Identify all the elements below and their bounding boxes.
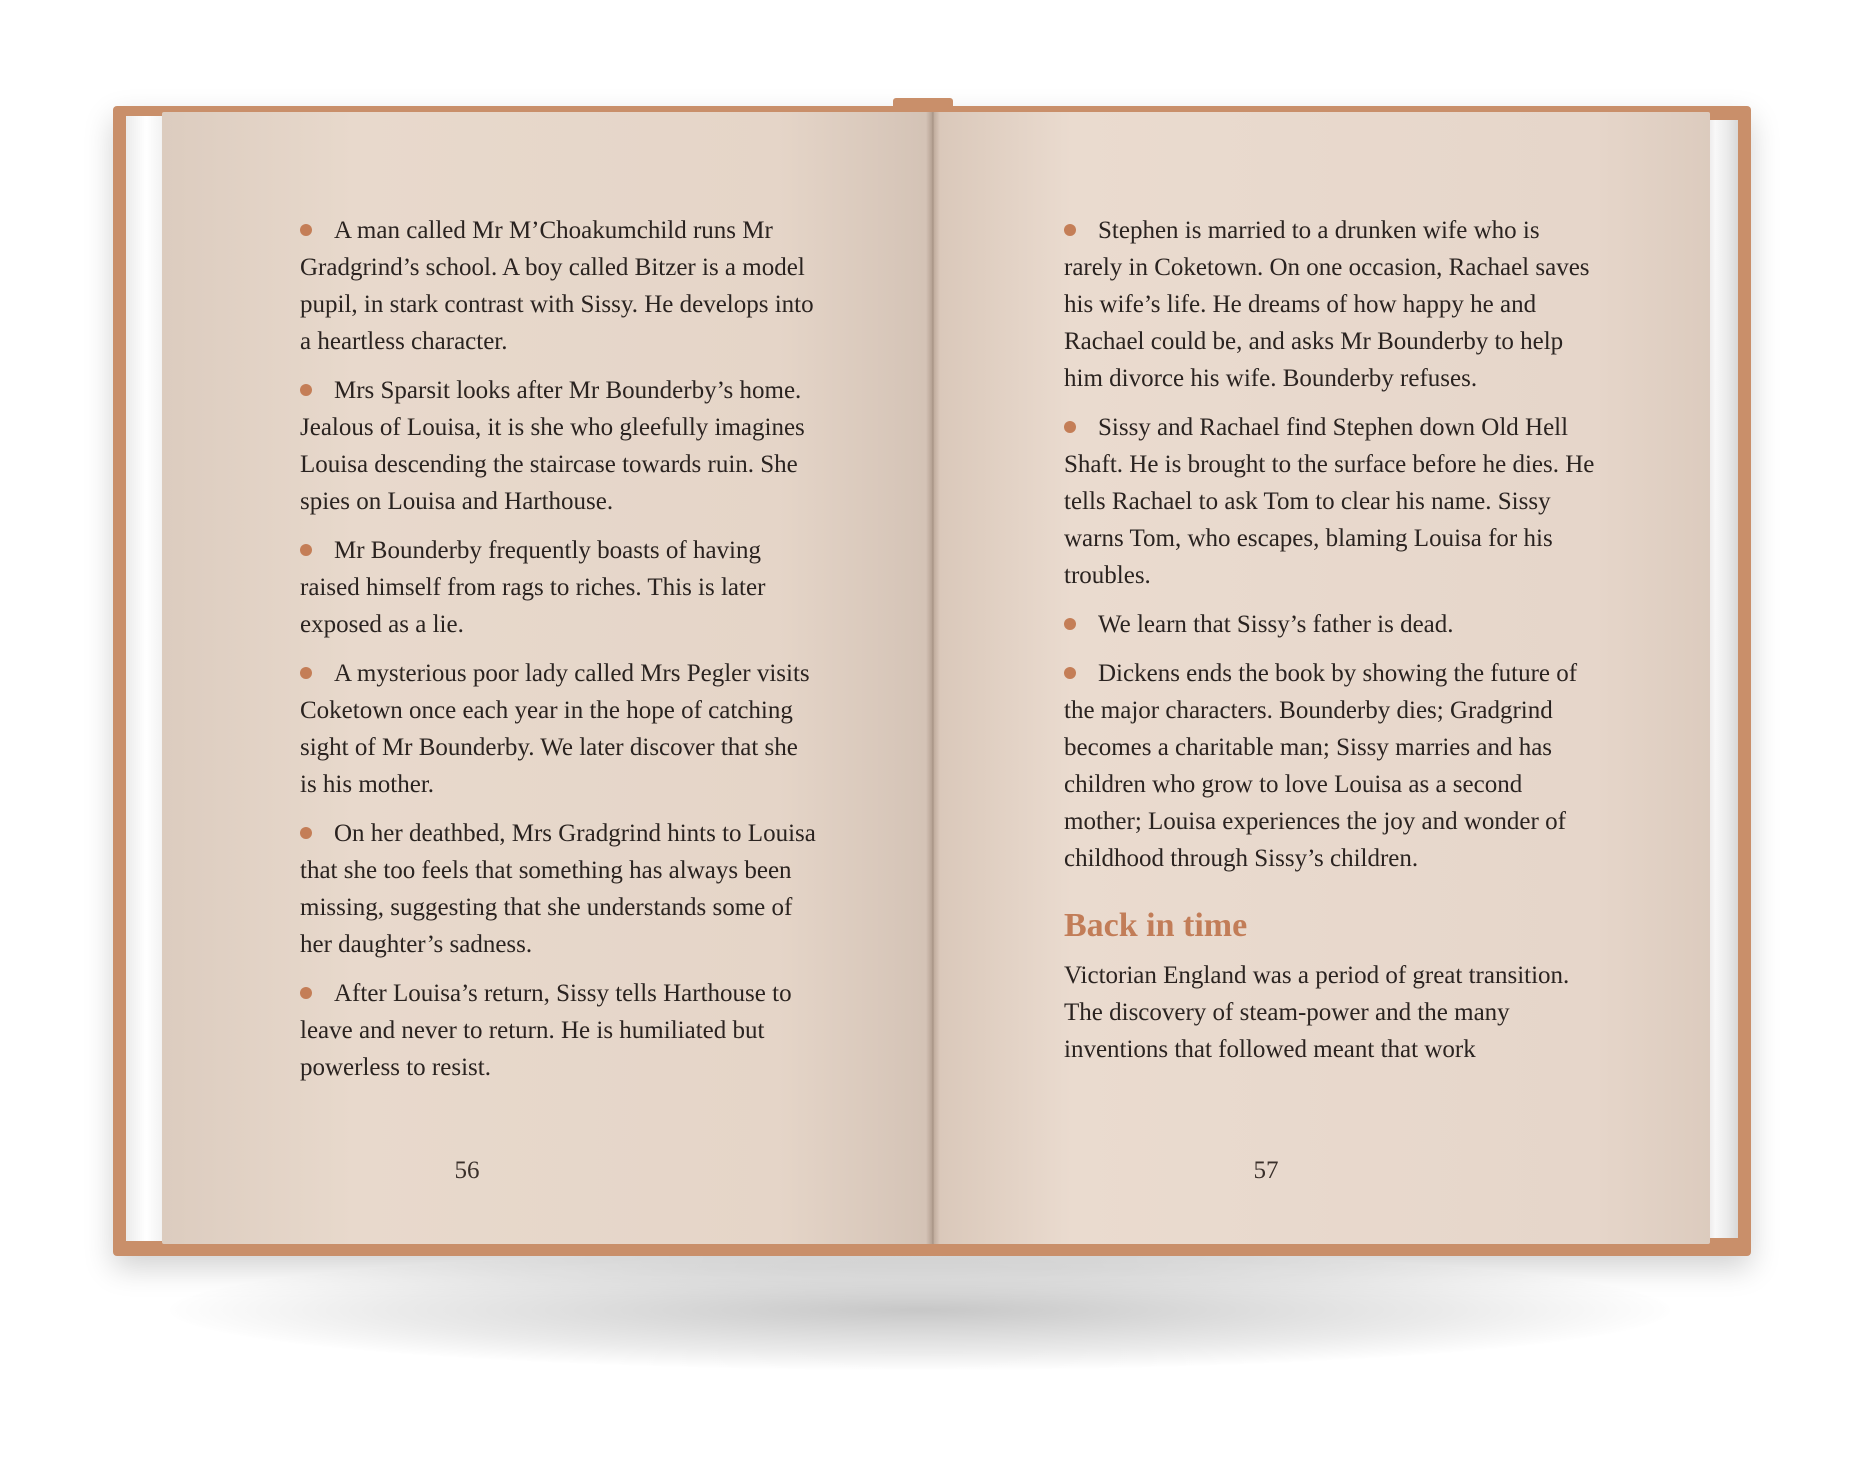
bullet-icon <box>1064 618 1076 630</box>
list-item <box>1064 409 1604 594</box>
bullet-icon <box>300 224 312 236</box>
bullet-text: A mysterious poor lady called Mrs Pegler visits Coketown once each year in the hope of catching sight of Mr Bounderby. We later discover that she is his mother. <box>300 660 810 798</box>
bullet-text: Mrs Sparsit looks after Mr Bounderby’s home. Jealous of Louisa, it is she who gleefully imagines Louisa descending the staircase towards ruin. She spies on Louisa and Harthouse. <box>300 377 805 515</box>
bullet-icon <box>300 544 312 556</box>
bullet-text: Dickens ends the book by showing the future of the major characters. Bounderby dies; Gradgrind becomes a charitable man; Sissy marries and has children who grow to love Louisa as a second mother; Louisa experiences the joy and wonder of childhood through Sissy’s children. <box>1064 660 1578 872</box>
list-item <box>300 815 820 963</box>
bullet-icon <box>300 827 312 839</box>
body-paragraph: Victorian England was a period of great transition. The discovery of steam-power and the many inventions that followed meant that work <box>1064 962 1570 1063</box>
bullet-text: Sissy and Rachael find Stephen down Old Hell Shaft. He is brought to the surface before he dies. He tells Rachael to ask Tom to clear his name. Sissy warns Tom, who escapes, blaming Louisa for his troubles. <box>1064 414 1595 589</box>
bullet-text: Mr Bounderby frequently boasts of having raised himself from rags to riches. This is later exposed as a lie. <box>300 537 766 638</box>
bullet-icon <box>300 987 312 999</box>
bullet-text: A man called Mr M’Choakumchild runs Mr Gradgrind’s school. A boy called Bitzer is a model pupil, in stark contrast with Sissy. He develops into a heartless character. <box>300 217 814 355</box>
bullet-icon <box>1064 667 1076 679</box>
list-item <box>300 975 820 1086</box>
right-page-content <box>1064 212 1604 1068</box>
left-page-content <box>300 212 820 1098</box>
list-item <box>1064 606 1604 643</box>
book-shadow <box>170 1250 1670 1370</box>
list-item <box>300 532 820 643</box>
bullet-text: After Louisa’s return, Sissy tells Harthouse to leave and never to return. He is humiliated but powerless to resist. <box>300 980 792 1081</box>
bullet-icon <box>1064 421 1076 433</box>
bullet-text: Stephen is married to a drunken wife who is rarely in Coketown. On one occasion, Rachael saves his wife’s life. He dreams of how happy he and Rachael could be, and asks Mr Bounderby to help him divorce his wife. Bounderby refuses. <box>1064 217 1590 392</box>
book-gutter <box>926 112 940 1244</box>
list-item <box>300 212 820 360</box>
list-item <box>1064 655 1604 877</box>
bullet-text: We learn that Sissy’s father is dead. <box>1098 611 1454 638</box>
left-page <box>162 112 932 1244</box>
right-page <box>932 112 1710 1244</box>
bullet-icon <box>300 667 312 679</box>
section-heading: Back in time <box>1064 907 1248 944</box>
list-item <box>300 655 820 803</box>
list-item <box>300 372 820 520</box>
bullet-icon <box>1064 224 1076 236</box>
list-item <box>1064 212 1604 397</box>
page-number-right: 57 <box>1253 1157 1279 1184</box>
bullet-icon <box>300 384 312 396</box>
bullet-text: On her deathbed, Mrs Gradgrind hints to Louisa that she too feels that something has always been missing, suggesting that she understands some of her daughter’s sadness. <box>300 820 816 958</box>
page-number-left: 56 <box>454 1157 480 1184</box>
